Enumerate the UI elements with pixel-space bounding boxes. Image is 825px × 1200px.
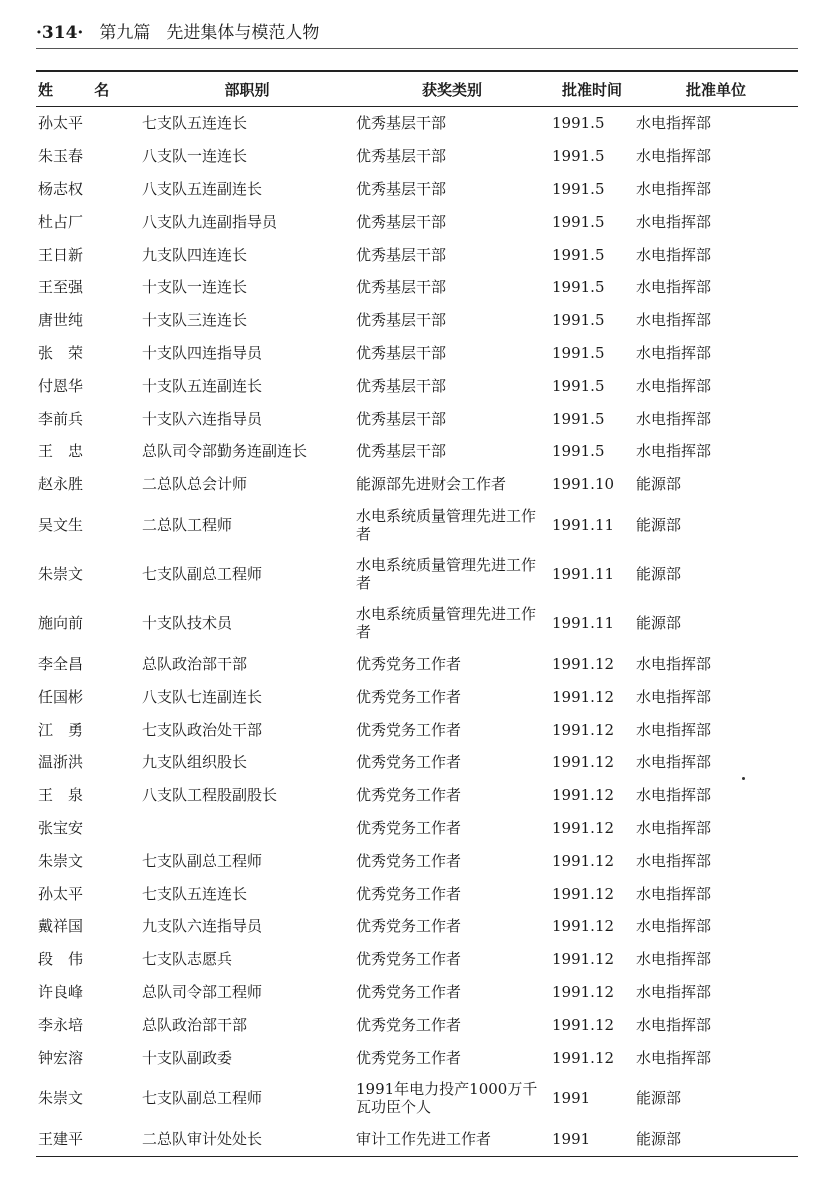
cell-award: 审计工作先进工作者 xyxy=(356,1130,492,1149)
cell-date: 1991.12 xyxy=(552,1015,615,1034)
table-row xyxy=(36,304,798,337)
awards-table xyxy=(36,70,798,1157)
cell-name: 朱崇文 xyxy=(38,565,84,584)
cell-date: 1991.5 xyxy=(552,147,605,166)
cell-award: 优秀党务工作者 xyxy=(356,818,462,837)
cell-unit: 水电指挥部 xyxy=(636,917,712,936)
cell-name: 张宝安 xyxy=(38,818,84,837)
cell-position: 八支队一连连长 xyxy=(142,147,248,166)
cell-name: 朱崇文 xyxy=(38,851,84,870)
table-row xyxy=(36,402,798,435)
table-row xyxy=(36,1074,798,1123)
cell-position: 十支队四连指导员 xyxy=(142,343,263,362)
cell-award: 优秀基层干部 xyxy=(356,212,447,231)
cell-name: 孙太平 xyxy=(38,884,84,903)
cell-position: 七支队五连连长 xyxy=(142,884,248,903)
table-row xyxy=(36,976,798,1009)
cell-position: 十支队五连副连长 xyxy=(142,376,263,395)
cell-date: 1991.5 xyxy=(552,376,605,395)
cell-award: 优秀基层干部 xyxy=(356,245,447,264)
table-row xyxy=(36,107,798,140)
cell-award: 优秀党务工作者 xyxy=(356,786,462,805)
cell-position: 总队政治部干部 xyxy=(142,1015,248,1034)
cell-date: 1991.10 xyxy=(552,475,615,494)
table-row xyxy=(36,746,798,779)
cell-name: 李永培 xyxy=(38,1015,84,1034)
cell-award: 优秀党务工作者 xyxy=(356,654,462,673)
cell-award: 优秀基层干部 xyxy=(356,179,447,198)
cell-award: 优秀党务工作者 xyxy=(356,851,462,870)
cell-unit: 水电指挥部 xyxy=(636,278,712,297)
part-title: 先进集体与模范人物 xyxy=(166,23,320,43)
cell-unit: 能源部 xyxy=(636,516,682,535)
cell-award: 1991年电力投产1000万千瓦功臣个人 xyxy=(356,1080,538,1117)
cell-position: 总队司令部工程师 xyxy=(142,982,263,1001)
cell-unit: 水电指挥部 xyxy=(636,376,712,395)
cell-date: 1991.12 xyxy=(552,950,615,969)
cell-position: 十支队三连连长 xyxy=(142,311,248,330)
cell-position: 十支队副政委 xyxy=(142,1048,233,1067)
table-row xyxy=(36,599,798,648)
cell-name: 段 伟 xyxy=(38,950,84,969)
cell-award: 优秀基层干部 xyxy=(356,409,447,428)
cell-name: 王建平 xyxy=(38,1130,84,1149)
column-header-unit: 批准单位 xyxy=(685,80,746,99)
cell-position: 二总队审计处处长 xyxy=(142,1130,263,1149)
cell-position: 七支队副总工程师 xyxy=(142,1089,263,1108)
cell-date: 1991.5 xyxy=(552,278,605,297)
cell-position: 九支队六连指导员 xyxy=(142,917,263,936)
cell-position: 八支队工程股副股长 xyxy=(142,786,278,805)
cell-position: 二总队总会计师 xyxy=(142,475,248,494)
table-row xyxy=(36,337,798,370)
cell-position: 七支队副总工程师 xyxy=(142,565,263,584)
cell-unit: 水电指挥部 xyxy=(636,753,712,772)
cell-name: 王 泉 xyxy=(38,786,84,805)
table-row xyxy=(36,468,798,501)
cell-date: 1991.11 xyxy=(552,516,615,535)
table-row xyxy=(36,812,798,845)
table-row xyxy=(36,648,798,681)
cell-unit: 水电指挥部 xyxy=(636,212,712,231)
cell-date: 1991.12 xyxy=(552,818,615,837)
cell-name: 孙太平 xyxy=(38,114,84,133)
cell-name: 王 忠 xyxy=(38,442,84,461)
cell-name: 杜占厂 xyxy=(38,212,84,231)
cell-award: 水电系统质量管理先进工作者 xyxy=(356,556,537,593)
cell-award: 优秀党务工作者 xyxy=(356,884,462,903)
table-row xyxy=(36,173,798,206)
table-row xyxy=(36,238,798,271)
cell-position: 十支队一连连长 xyxy=(142,278,248,297)
cell-date: 1991.5 xyxy=(552,245,605,264)
cell-date: 1991 xyxy=(552,1089,591,1108)
cell-unit: 水电指挥部 xyxy=(636,851,712,870)
cell-unit: 水电指挥部 xyxy=(636,311,712,330)
table-row xyxy=(36,680,798,713)
cell-unit: 水电指挥部 xyxy=(636,343,712,362)
table-row xyxy=(36,844,798,877)
cell-date: 1991.5 xyxy=(552,409,605,428)
cell-position: 二总队工程师 xyxy=(142,516,233,535)
cell-unit: 水电指挥部 xyxy=(636,950,712,969)
page-header xyxy=(36,18,796,48)
cell-name: 施向前 xyxy=(38,614,84,633)
cell-award: 优秀基层干部 xyxy=(356,442,447,461)
cell-position xyxy=(140,812,354,845)
cell-unit: 水电指挥部 xyxy=(636,884,712,903)
cell-award: 优秀党务工作者 xyxy=(356,687,462,706)
table-row xyxy=(36,501,798,550)
cell-award: 优秀党务工作者 xyxy=(356,1048,462,1067)
cell-unit: 能源部 xyxy=(636,1089,682,1108)
cell-name: 唐世纯 xyxy=(38,311,84,330)
cell-date: 1991.11 xyxy=(552,614,615,633)
table-row xyxy=(36,205,798,238)
cell-name: 王日新 xyxy=(38,245,84,264)
table-header-row xyxy=(36,71,798,107)
cell-date: 1991.5 xyxy=(552,343,605,362)
cell-position: 十支队技术员 xyxy=(142,614,233,633)
table-row xyxy=(36,943,798,976)
cell-position: 总队政治部干部 xyxy=(142,654,248,673)
cell-date: 1991.12 xyxy=(552,884,615,903)
cell-award: 优秀基层干部 xyxy=(356,147,447,166)
table-row xyxy=(36,271,798,304)
cell-date: 1991.11 xyxy=(552,565,615,584)
cell-award: 优秀党务工作者 xyxy=(356,753,462,772)
cell-position: 八支队九连副指导员 xyxy=(142,212,278,231)
scan-speck xyxy=(742,777,745,780)
page-number: ·314· xyxy=(36,23,84,43)
cell-name: 戴祥国 xyxy=(38,917,84,936)
cell-date: 1991.12 xyxy=(552,982,615,1001)
cell-unit: 水电指挥部 xyxy=(636,786,712,805)
cell-unit: 水电指挥部 xyxy=(636,654,712,673)
table-row xyxy=(36,550,798,599)
table-row xyxy=(36,435,798,468)
cell-name: 钟宏溶 xyxy=(38,1048,84,1067)
column-header-name: 姓 名 xyxy=(38,80,128,99)
cell-unit: 水电指挥部 xyxy=(636,409,712,428)
cell-date: 1991.12 xyxy=(552,687,615,706)
table-row xyxy=(36,369,798,402)
cell-position: 七支队政治处干部 xyxy=(142,720,263,739)
cell-unit: 能源部 xyxy=(636,614,682,633)
table-row xyxy=(36,877,798,910)
cell-unit: 水电指挥部 xyxy=(636,114,712,133)
cell-position: 总队司令部勤务连副连长 xyxy=(142,442,308,461)
cell-award: 优秀基层干部 xyxy=(356,114,447,133)
cell-position: 九支队四连连长 xyxy=(142,245,248,264)
cell-date: 1991.12 xyxy=(552,720,615,739)
cell-unit: 能源部 xyxy=(636,565,682,584)
column-header-position: 部职别 xyxy=(224,80,270,99)
cell-unit: 水电指挥部 xyxy=(636,245,712,264)
part-label: 第九篇 xyxy=(99,23,151,43)
cell-unit: 能源部 xyxy=(636,1130,682,1149)
cell-date: 1991.12 xyxy=(552,654,615,673)
cell-name: 付恩华 xyxy=(38,376,84,395)
cell-unit: 水电指挥部 xyxy=(636,147,712,166)
cell-name: 李全昌 xyxy=(38,654,84,673)
cell-date: 1991.5 xyxy=(552,311,605,330)
cell-award: 优秀党务工作者 xyxy=(356,982,462,1001)
cell-award: 优秀党务工作者 xyxy=(356,1015,462,1034)
cell-date: 1991.12 xyxy=(552,1048,615,1067)
cell-unit: 水电指挥部 xyxy=(636,982,712,1001)
cell-date: 1991 xyxy=(552,1130,591,1149)
cell-position: 八支队七连副连长 xyxy=(142,687,263,706)
cell-name: 张 荣 xyxy=(38,343,84,362)
cell-award: 优秀基层干部 xyxy=(356,343,447,362)
column-header-date: 批准时间 xyxy=(561,80,622,99)
table-row xyxy=(36,140,798,173)
cell-unit: 水电指挥部 xyxy=(636,179,712,198)
cell-unit: 水电指挥部 xyxy=(636,687,712,706)
cell-date: 1991.12 xyxy=(552,753,615,772)
cell-unit: 水电指挥部 xyxy=(636,818,712,837)
cell-name: 温浙洪 xyxy=(38,753,84,772)
cell-name: 许良峰 xyxy=(38,982,84,1001)
cell-unit: 能源部 xyxy=(636,475,682,494)
cell-date: 1991.5 xyxy=(552,212,605,231)
cell-award: 水电系统质量管理先进工作者 xyxy=(356,507,537,544)
cell-date: 1991.5 xyxy=(552,114,605,133)
cell-name: 朱玉春 xyxy=(38,147,84,166)
cell-position: 八支队五连副连长 xyxy=(142,179,263,198)
table-row xyxy=(36,910,798,943)
table-row xyxy=(36,779,798,812)
table-row xyxy=(36,1123,798,1156)
cell-name: 王至强 xyxy=(38,278,84,297)
cell-date: 1991.5 xyxy=(552,442,605,461)
cell-award: 优秀基层干部 xyxy=(356,278,447,297)
cell-award: 能源部先进财会工作者 xyxy=(356,475,507,494)
cell-unit: 水电指挥部 xyxy=(636,442,712,461)
cell-award: 优秀基层干部 xyxy=(356,376,447,395)
cell-award: 水电系统质量管理先进工作者 xyxy=(356,605,537,642)
cell-position: 七支队志愿兵 xyxy=(142,950,233,969)
cell-name: 朱崇文 xyxy=(38,1089,84,1108)
cell-position: 七支队五连连长 xyxy=(142,114,248,133)
cell-award: 优秀党务工作者 xyxy=(356,917,462,936)
cell-position: 十支队六连指导员 xyxy=(142,409,263,428)
cell-award: 优秀党务工作者 xyxy=(356,720,462,739)
cell-name: 吴文生 xyxy=(38,516,84,535)
cell-unit: 水电指挥部 xyxy=(636,1048,712,1067)
table-row xyxy=(36,1041,798,1074)
cell-unit: 水电指挥部 xyxy=(636,720,712,739)
cell-name: 杨志权 xyxy=(38,179,84,198)
cell-name: 江 勇 xyxy=(38,720,84,739)
header-rule xyxy=(36,48,798,49)
table-row xyxy=(36,713,798,746)
cell-date: 1991.12 xyxy=(552,917,615,936)
column-header-award: 获奖类别 xyxy=(421,80,482,99)
cell-date: 1991.12 xyxy=(552,786,615,805)
cell-name: 李前兵 xyxy=(38,409,84,428)
cell-unit: 水电指挥部 xyxy=(636,1015,712,1034)
cell-name: 赵永胜 xyxy=(38,475,84,494)
cell-date: 1991.12 xyxy=(552,851,615,870)
cell-award: 优秀党务工作者 xyxy=(356,950,462,969)
cell-date: 1991.5 xyxy=(552,179,605,198)
cell-award: 优秀基层干部 xyxy=(356,311,447,330)
table-row xyxy=(36,1008,798,1041)
cell-name: 任国彬 xyxy=(38,687,84,706)
cell-position: 九支队组织股长 xyxy=(142,753,248,772)
table-body xyxy=(36,107,798,1157)
cell-position: 七支队副总工程师 xyxy=(142,851,263,870)
